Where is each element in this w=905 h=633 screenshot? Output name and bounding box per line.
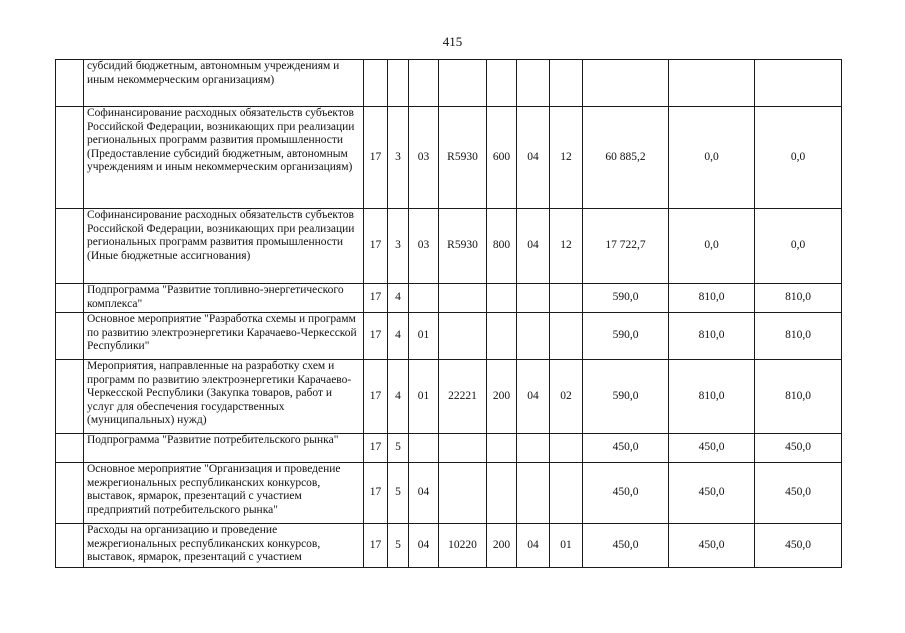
cell-program-code: 17: [364, 107, 388, 209]
cell-subprogram-code: 4: [388, 360, 409, 434]
cell-amount-year-2: 0,0: [669, 107, 755, 209]
cell-program-code: 17: [364, 209, 388, 284]
cell-amount-year-3: [755, 60, 842, 107]
item-name-text: Софинансирование расходных обязательств субъектов Российской Федерации, возникающих при реализации региональных программ развития промышленности (Предоставление субсидий бюджетным, автономным учреждениям и иным некоммерческим организациям): [87, 107, 355, 174]
cell-item-name: [84, 60, 364, 107]
cell-amount-year-2: 810,0: [669, 284, 755, 313]
cell-row-number: [56, 313, 84, 360]
cell-item-name: [84, 107, 364, 209]
item-name-text: Софинансирование расходных обязательств субъектов Российской Федерации, возникающих при реализации региональных программ развития промышленности (Иные бюджетные ассигнования): [87, 209, 355, 262]
cell-main-event-code: [409, 60, 439, 107]
cell-amount-year-1: 590,0: [583, 360, 669, 434]
cell-row-number: [56, 107, 84, 209]
cell-amount-year-3: 0,0: [755, 209, 842, 284]
item-name-text: Основное мероприятие "Организация и проведение межрегиональных республиканских конкурсов, выставок, ярмарок, презентаций с участием предприятий потребительского рынка": [87, 463, 341, 516]
item-name-text: Подпрограмма "Развитие потребительского рынка": [87, 434, 339, 446]
cell-subprogram-code: 5: [388, 463, 409, 524]
cell-row-number: [56, 360, 84, 434]
cell-subsection-code: 02: [550, 360, 583, 434]
cell-amount-year-2: 810,0: [669, 313, 755, 360]
item-name-text: Мероприятия, направленные на разработку схем и программ по развитию электроэнергетики Карачаево-Черкесской Республики (Закупка товаров, работ и услуг для обеспечения государственных (муниципальных) нужд): [87, 360, 352, 427]
cell-subprogram-code: 3: [388, 209, 409, 284]
cell-direction-code: [439, 284, 487, 313]
cell-section-code: 04: [517, 107, 550, 209]
cell-subsection-code: [550, 284, 583, 313]
cell-item-name: [84, 524, 364, 568]
table-row: [56, 60, 842, 107]
cell-direction-code: 10220: [439, 524, 487, 568]
cell-program-code: 17: [364, 524, 388, 568]
cell-program-code: 17: [364, 463, 388, 524]
cell-amount-year-3: 0,0: [755, 107, 842, 209]
cell-amount-year-3: 810,0: [755, 313, 842, 360]
cell-subprogram-code: [388, 60, 409, 107]
cell-program-code: [364, 60, 388, 107]
cell-amount-year-1: 450,0: [583, 524, 669, 568]
cell-section-code: [517, 463, 550, 524]
cell-main-event-code: 03: [409, 209, 439, 284]
cell-main-event-code: [409, 434, 439, 463]
cell-item-name: [84, 313, 364, 360]
cell-direction-code: [439, 60, 487, 107]
cell-section-code: 04: [517, 360, 550, 434]
budget-table: [55, 59, 842, 568]
cell-row-number: [56, 463, 84, 524]
cell-subprogram-code: 5: [388, 524, 409, 568]
table-row: [56, 313, 842, 360]
cell-expense-type-code: [487, 60, 517, 107]
cell-main-event-code: 04: [409, 524, 439, 568]
page-number: 415: [442, 34, 463, 49]
cell-program-code: 17: [364, 313, 388, 360]
table-row: [56, 209, 842, 284]
cell-amount-year-2: 450,0: [669, 524, 755, 568]
item-name-text: Подпрограмма "Развитие топливно-энергетического комплекса": [87, 284, 344, 310]
cell-program-code: 17: [364, 360, 388, 434]
cell-expense-type-code: 800: [487, 209, 517, 284]
cell-item-name: [84, 463, 364, 524]
table-row: [56, 463, 842, 524]
table-body: [56, 60, 842, 568]
cell-row-number: [56, 284, 84, 313]
cell-amount-year-3: 450,0: [755, 463, 842, 524]
cell-section-code: 04: [517, 209, 550, 284]
table-row: [56, 524, 842, 568]
cell-amount-year-1: 450,0: [583, 434, 669, 463]
cell-row-number: [56, 60, 84, 107]
cell-main-event-code: 04: [409, 463, 439, 524]
cell-amount-year-3: 810,0: [755, 360, 842, 434]
cell-amount-year-1: 450,0: [583, 463, 669, 524]
cell-amount-year-1: 17 722,7: [583, 209, 669, 284]
cell-subsection-code: [550, 60, 583, 107]
cell-amount-year-1: 590,0: [583, 313, 669, 360]
cell-item-name: [84, 360, 364, 434]
item-name-text: Расходы на организацию и проведение межрегиональных республиканских конкурсов, выставок, ярмарок, презентаций с участием: [87, 524, 321, 564]
cell-program-code: 17: [364, 434, 388, 463]
cell-subsection-code: 01: [550, 524, 583, 568]
cell-expense-type-code: [487, 463, 517, 524]
cell-section-code: [517, 434, 550, 463]
cell-main-event-code: 01: [409, 360, 439, 434]
item-name-text: субсидий бюджетным, автономным учреждениям и иным некоммерческим организациям): [87, 60, 340, 86]
cell-item-name: [84, 209, 364, 284]
table-row: [56, 107, 842, 209]
cell-subsection-code: 12: [550, 209, 583, 284]
cell-amount-year-1: [583, 60, 669, 107]
cell-expense-type-code: [487, 434, 517, 463]
cell-amount-year-1: 590,0: [583, 284, 669, 313]
cell-item-name: [84, 434, 364, 463]
item-name-text: Основное мероприятие "Разработка схемы и программ по развитию электроэнергетики Карачаево-Черкесской Республики": [87, 313, 357, 353]
cell-subprogram-code: 4: [388, 284, 409, 313]
cell-direction-code: R5930: [439, 209, 487, 284]
cell-expense-type-code: 600: [487, 107, 517, 209]
cell-direction-code: 22221: [439, 360, 487, 434]
cell-subprogram-code: 5: [388, 434, 409, 463]
cell-amount-year-3: 810,0: [755, 284, 842, 313]
cell-amount-year-2: 450,0: [669, 463, 755, 524]
cell-expense-type-code: 200: [487, 524, 517, 568]
cell-expense-type-code: 200: [487, 360, 517, 434]
cell-direction-code: R5930: [439, 107, 487, 209]
cell-section-code: [517, 313, 550, 360]
cell-subsection-code: 12: [550, 107, 583, 209]
cell-item-name: [84, 284, 364, 313]
cell-section-code: 04: [517, 524, 550, 568]
cell-subsection-code: [550, 463, 583, 524]
cell-expense-type-code: [487, 313, 517, 360]
cell-row-number: [56, 524, 84, 568]
cell-main-event-code: 01: [409, 313, 439, 360]
table-row: [56, 434, 842, 463]
cell-row-number: [56, 434, 84, 463]
cell-subprogram-code: 3: [388, 107, 409, 209]
cell-direction-code: [439, 313, 487, 360]
table-row: [56, 360, 842, 434]
cell-section-code: [517, 284, 550, 313]
cell-subprogram-code: 4: [388, 313, 409, 360]
cell-amount-year-2: 810,0: [669, 360, 755, 434]
cell-row-number: [56, 209, 84, 284]
cell-amount-year-2: 450,0: [669, 434, 755, 463]
cell-amount-year-2: [669, 60, 755, 107]
cell-amount-year-1: 60 885,2: [583, 107, 669, 209]
cell-program-code: 17: [364, 284, 388, 313]
cell-subsection-code: [550, 313, 583, 360]
cell-subsection-code: [550, 434, 583, 463]
cell-main-event-code: 03: [409, 107, 439, 209]
cell-direction-code: [439, 434, 487, 463]
cell-direction-code: [439, 463, 487, 524]
cell-amount-year-3: 450,0: [755, 524, 842, 568]
table-row: [56, 284, 842, 313]
cell-section-code: [517, 60, 550, 107]
cell-amount-year-2: 0,0: [669, 209, 755, 284]
cell-main-event-code: [409, 284, 439, 313]
cell-expense-type-code: [487, 284, 517, 313]
cell-amount-year-3: 450,0: [755, 434, 842, 463]
